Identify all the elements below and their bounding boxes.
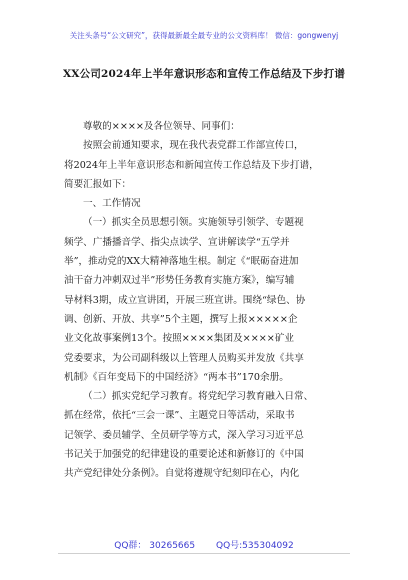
body-line: 导材料3期，成立宣讲团，开展三班宣讲。围绕“绿色、协 <box>64 294 306 306</box>
footer-divider <box>58 553 350 554</box>
body-line: 记领学、委员辅学、全员研学等方式，深入学习习近平总 <box>64 429 304 441</box>
body-line: 机制》《百年变局下的中国经济》“两本书”170余册。 <box>64 371 289 383</box>
body-line: 简要汇报如下： <box>64 178 132 190</box>
body-line: 书记关于加强党的纪律建设的重要论述和新修订的《中国 <box>64 449 304 461</box>
body-line: 频学、广播播音学、指尖点读学、宣讲解读学“五学并 <box>64 236 290 248</box>
footer-qq-group: QQ群： 30265665 <box>114 541 196 551</box>
body-line: 油干奋力冲刺双过半”形势任务教育实施方案》，编写辅 <box>64 275 295 287</box>
body-line: （二）抓实党纪学习教育。将党纪学习教育融入日常、 <box>83 391 314 403</box>
body-line: 按照会前通知要求，现在我代表党群工作部宣传口， <box>83 140 304 152</box>
document-body <box>64 117 348 484</box>
document-title: XX公司2024年上半年意识形态和宣传工作总结及下步打谱 <box>62 68 346 80</box>
body-line: 业文化故事案例13个。按照××××集团及××××矿业 <box>64 333 295 345</box>
body-line: （一）抓实全员思想引领。实施领导引领学、专题视 <box>83 217 304 229</box>
body-line: 调、创新、开放、共享”5个主题，撰写上报×××××企 <box>64 313 298 325</box>
footer-contact <box>0 538 408 551</box>
body-line: 抓在经常，依托“三会一课”、主题党日等活动，采取书 <box>64 410 295 422</box>
body-line: 共产党纪律处分条例》。自觉将遵规守纪刻印在心，内化 <box>64 468 300 480</box>
salutation-line: 尊敬的××××及各位领导、同事们： <box>83 121 240 132</box>
body-line: 党委要求，为公司副科级以上管理人员购买并发放《共享 <box>64 352 304 364</box>
body-line: 将2024年上半年意识形态和新闻宣传工作总结及下步打谱， <box>64 159 319 171</box>
footer-qq-number: QQ号:535304092 <box>215 541 294 551</box>
section-heading: 一、工作情况 <box>83 198 141 210</box>
body-line: 举”，推动党的XX大精神落地生根。制定《“眠砺奋进加 <box>64 256 299 268</box>
header-promo-note: 关注头条号“公文研究”，获得最新最全最专业的公文资料库！ 微信：gongwenyj <box>69 31 339 40</box>
